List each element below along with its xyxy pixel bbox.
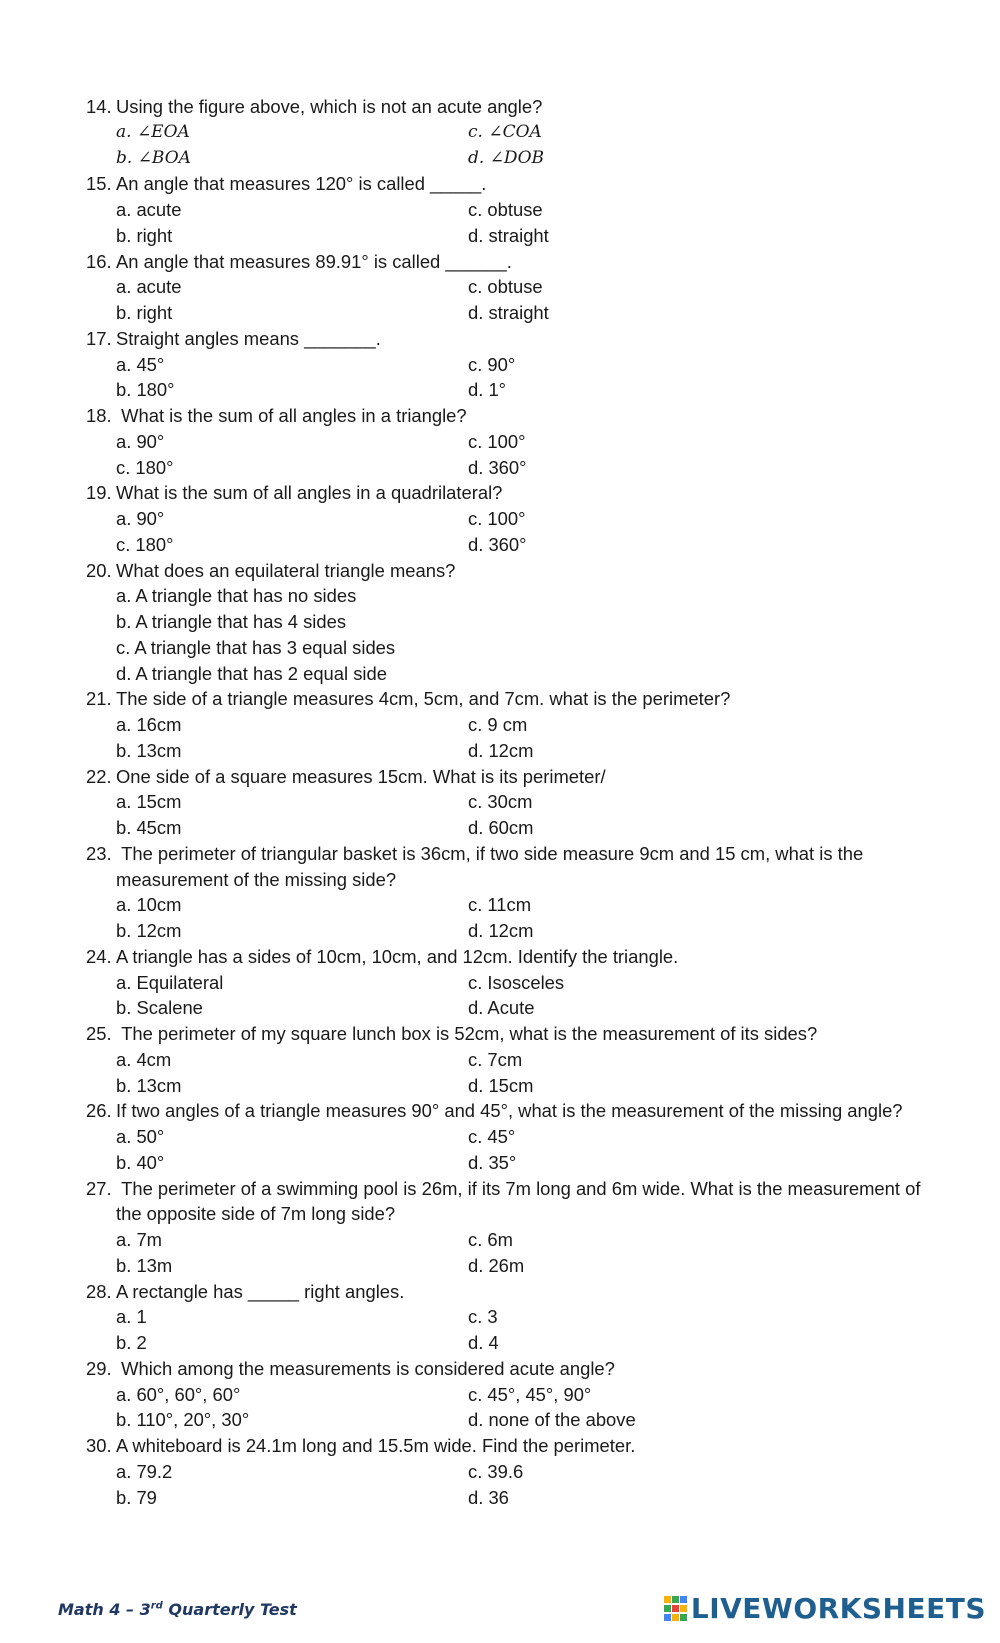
answer-options	[116, 1459, 926, 1511]
answer-option: a. 1	[116, 1306, 147, 1328]
answer-option: b. right	[116, 224, 173, 246]
footer-title-superscript: rd	[150, 1600, 163, 1612]
answer-option: d. 1°	[468, 379, 507, 401]
answer-options	[116, 120, 926, 172]
question-number: 21.	[86, 688, 112, 710]
answer-option: a. 45°	[116, 353, 165, 375]
answer-option: a. A triangle that has no sides	[116, 585, 357, 607]
question-number: 29.	[86, 1357, 112, 1379]
question-text: The side of a triangle measures 4cm, 5cm, and 7cm. what is the perimeter?	[116, 688, 731, 710]
answer-option: a. 50°	[116, 1126, 165, 1147]
question-number: 26.	[86, 1100, 112, 1122]
answer-option: a. 16cm	[116, 714, 182, 735]
question-item	[86, 841, 926, 893]
question-number: 14.	[86, 96, 112, 117]
answer-options	[116, 274, 926, 326]
answer-option: a. 4cm	[116, 1048, 172, 1070]
question-number: 27.	[86, 1177, 112, 1199]
question-item	[86, 1433, 926, 1459]
answer-option: c. ∠COA	[468, 121, 542, 142]
answer-option: b. 79	[116, 1486, 157, 1508]
question-text: Using the figure above, which is not an acute angle?	[116, 96, 543, 117]
question-number: 20.	[86, 559, 112, 581]
answer-options	[116, 1047, 926, 1099]
answer-option: b. right	[116, 302, 173, 323]
answer-option: c. 11cm	[468, 894, 532, 916]
answer-option: a. acute	[116, 199, 182, 220]
answer-option: a. 10cm	[116, 894, 182, 916]
answer-option: c. 39.6	[468, 1460, 524, 1482]
answer-option: b. 40°	[116, 1151, 165, 1173]
question-text: The perimeter of my square lunch box is 52cm, what is the measurement of its sides?	[116, 1023, 818, 1044]
answer-option: d. straight	[468, 224, 549, 246]
question-item	[86, 1021, 926, 1047]
question-item	[86, 171, 926, 197]
answer-option: c. A triangle that has 3 equal sides	[116, 636, 396, 658]
answer-option: b. 13cm	[116, 1074, 182, 1096]
answer-option: b. 110°, 20°, 30°	[116, 1409, 250, 1431]
question-text: If two angles of a triangle measures 90° and 45°, what is the measurement of the missing angle?	[116, 1100, 903, 1122]
answer-option: b. 180°	[116, 379, 175, 401]
answer-option: d. 26m	[468, 1254, 525, 1276]
answer-option: b. A triangle that has 4 sides	[116, 611, 347, 632]
question-text: The perimeter of a swimming pool is 26m, if its 7m long and 6m wide. What is the measurement of the opposite side of 7m long side?	[116, 1177, 926, 1225]
answer-option: d. 360°	[468, 533, 527, 555]
answer-option: a. ∠EOA	[116, 121, 190, 142]
answer-option: d. A triangle that has 2 equal side	[116, 662, 387, 684]
question-text: What does an equilateral triangle means?	[116, 559, 456, 581]
answer-option: a. 7m	[116, 1229, 162, 1250]
question-text: A whiteboard is 24.1m long and 15.5m wide. Find the perimeter.	[116, 1435, 636, 1456]
footer-title-main: Math 4 – 3	[58, 1600, 151, 1619]
question-number: 15.	[86, 173, 112, 195]
answer-option: c. 30cm	[468, 791, 533, 813]
question-number: 18.	[86, 405, 112, 426]
answer-option: d. 15cm	[468, 1074, 534, 1096]
liveworksheets-logo	[664, 1592, 986, 1625]
answer-options	[116, 583, 926, 686]
answer-options	[116, 352, 926, 404]
question-item	[86, 558, 926, 584]
answer-option: c. Isosceles	[468, 971, 565, 993]
answer-option: a. 60°, 60°, 60°	[116, 1383, 241, 1405]
answer-option: d. 4	[468, 1332, 499, 1353]
answer-option: b. 12cm	[116, 920, 182, 941]
answer-options	[116, 1382, 926, 1434]
question-item	[86, 1279, 926, 1305]
question-text: An angle that measures 120° is called _____.	[116, 173, 487, 195]
answer-options	[116, 892, 926, 944]
answer-option: d. straight	[468, 302, 549, 323]
footer-title-rest: Quarterly Test	[162, 1600, 297, 1619]
answer-option: a. 79.2	[116, 1460, 173, 1482]
question-list	[86, 94, 926, 1510]
question-text: What is the sum of all angles in a triangle?	[116, 405, 467, 426]
answer-option: c. 100°	[468, 508, 526, 529]
answer-option: a. acute	[116, 276, 182, 298]
answer-option: c. 6m	[468, 1229, 513, 1250]
answer-option: b. Scalene	[116, 997, 203, 1019]
question-text: A triangle has a sides of 10cm, 10cm, and 12cm. Identify the triangle.	[116, 945, 679, 967]
answer-option: d. 12cm	[468, 739, 534, 761]
answer-option: c. 100°	[468, 430, 526, 452]
question-text: Which among the measurements is considered acute angle?	[116, 1357, 615, 1379]
answer-option: c. 180°	[116, 533, 174, 555]
question-number: 30.	[86, 1435, 112, 1456]
answer-option: c. 7cm	[468, 1048, 523, 1070]
question-item	[86, 326, 926, 352]
grid-logo-icon	[664, 1596, 688, 1622]
question-item	[86, 944, 926, 970]
answer-options	[116, 429, 926, 481]
answer-option: a. Equilateral	[116, 971, 224, 993]
answer-option: c. 3	[468, 1306, 498, 1328]
question-text: One side of a square measures 15cm. What is its perimeter/	[116, 765, 606, 787]
question-number: 23.	[86, 842, 112, 864]
answer-options	[116, 1227, 926, 1279]
question-item	[86, 94, 926, 120]
answer-option: a. 90°	[116, 430, 165, 452]
question-item	[86, 480, 926, 506]
answer-option: c. 45°	[468, 1126, 516, 1147]
answer-option: c. obtuse	[468, 276, 543, 298]
question-item	[86, 1098, 926, 1124]
answer-option: b. 13cm	[116, 739, 182, 761]
answer-option: d. 60cm	[468, 817, 534, 838]
answer-option: d. none of the above	[468, 1409, 636, 1431]
answer-options	[116, 506, 926, 558]
answer-option: d. 35°	[468, 1151, 517, 1173]
answer-options	[116, 712, 926, 764]
answer-option: d. 12cm	[468, 920, 534, 941]
answer-option: c. 9 cm	[468, 714, 528, 735]
question-number: 28.	[86, 1280, 112, 1302]
question-item	[86, 1176, 926, 1228]
footer-title	[58, 1600, 297, 1619]
question-item	[86, 403, 926, 429]
question-text: The perimeter of triangular basket is 36cm, if two side measure 9cm and 15 cm, what is the measurement of the missing side?	[116, 842, 869, 890]
answer-options	[116, 1304, 926, 1356]
answer-option: a. 90°	[116, 508, 165, 529]
answer-option: d. 36	[468, 1486, 509, 1508]
answer-option: b. 13m	[116, 1254, 173, 1276]
question-item	[86, 249, 926, 275]
question-item	[86, 1356, 926, 1382]
answer-option: d. Acute	[468, 997, 535, 1019]
answer-options	[116, 1124, 926, 1176]
answer-option: d. ∠DOB	[468, 147, 544, 168]
answer-option: d. 360°	[468, 456, 527, 478]
question-number: 17.	[86, 327, 112, 349]
question-item	[86, 686, 926, 712]
answer-option: c. 45°, 45°, 90°	[468, 1383, 592, 1405]
question-number: 25.	[86, 1023, 112, 1044]
answer-option: c. 90°	[468, 353, 516, 375]
answer-options	[116, 789, 926, 841]
question-text: An angle that measures 89.91° is called ______.	[116, 250, 512, 272]
answer-option: b. 2	[116, 1332, 147, 1353]
question-number: 16.	[86, 250, 112, 272]
question-number: 22.	[86, 765, 112, 787]
question-number: 19.	[86, 482, 112, 504]
answer-option: c. 180°	[116, 456, 174, 478]
question-number: 24.	[86, 945, 112, 967]
question-text: Straight angles means _______.	[116, 327, 381, 349]
question-text: What is the sum of all angles in a quadrilateral?	[116, 482, 503, 504]
brand-name: LIVEWORKSHEETS	[690, 1592, 986, 1625]
answer-option: a. 15cm	[116, 791, 182, 813]
answer-option: c. obtuse	[468, 199, 543, 220]
answer-option: b. 45cm	[116, 817, 182, 838]
answer-option: b. ∠BOA	[116, 147, 191, 168]
question-text: A rectangle has _____ right angles.	[116, 1280, 405, 1302]
answer-options	[116, 970, 926, 1022]
answer-options	[116, 197, 926, 249]
question-item	[86, 764, 926, 790]
